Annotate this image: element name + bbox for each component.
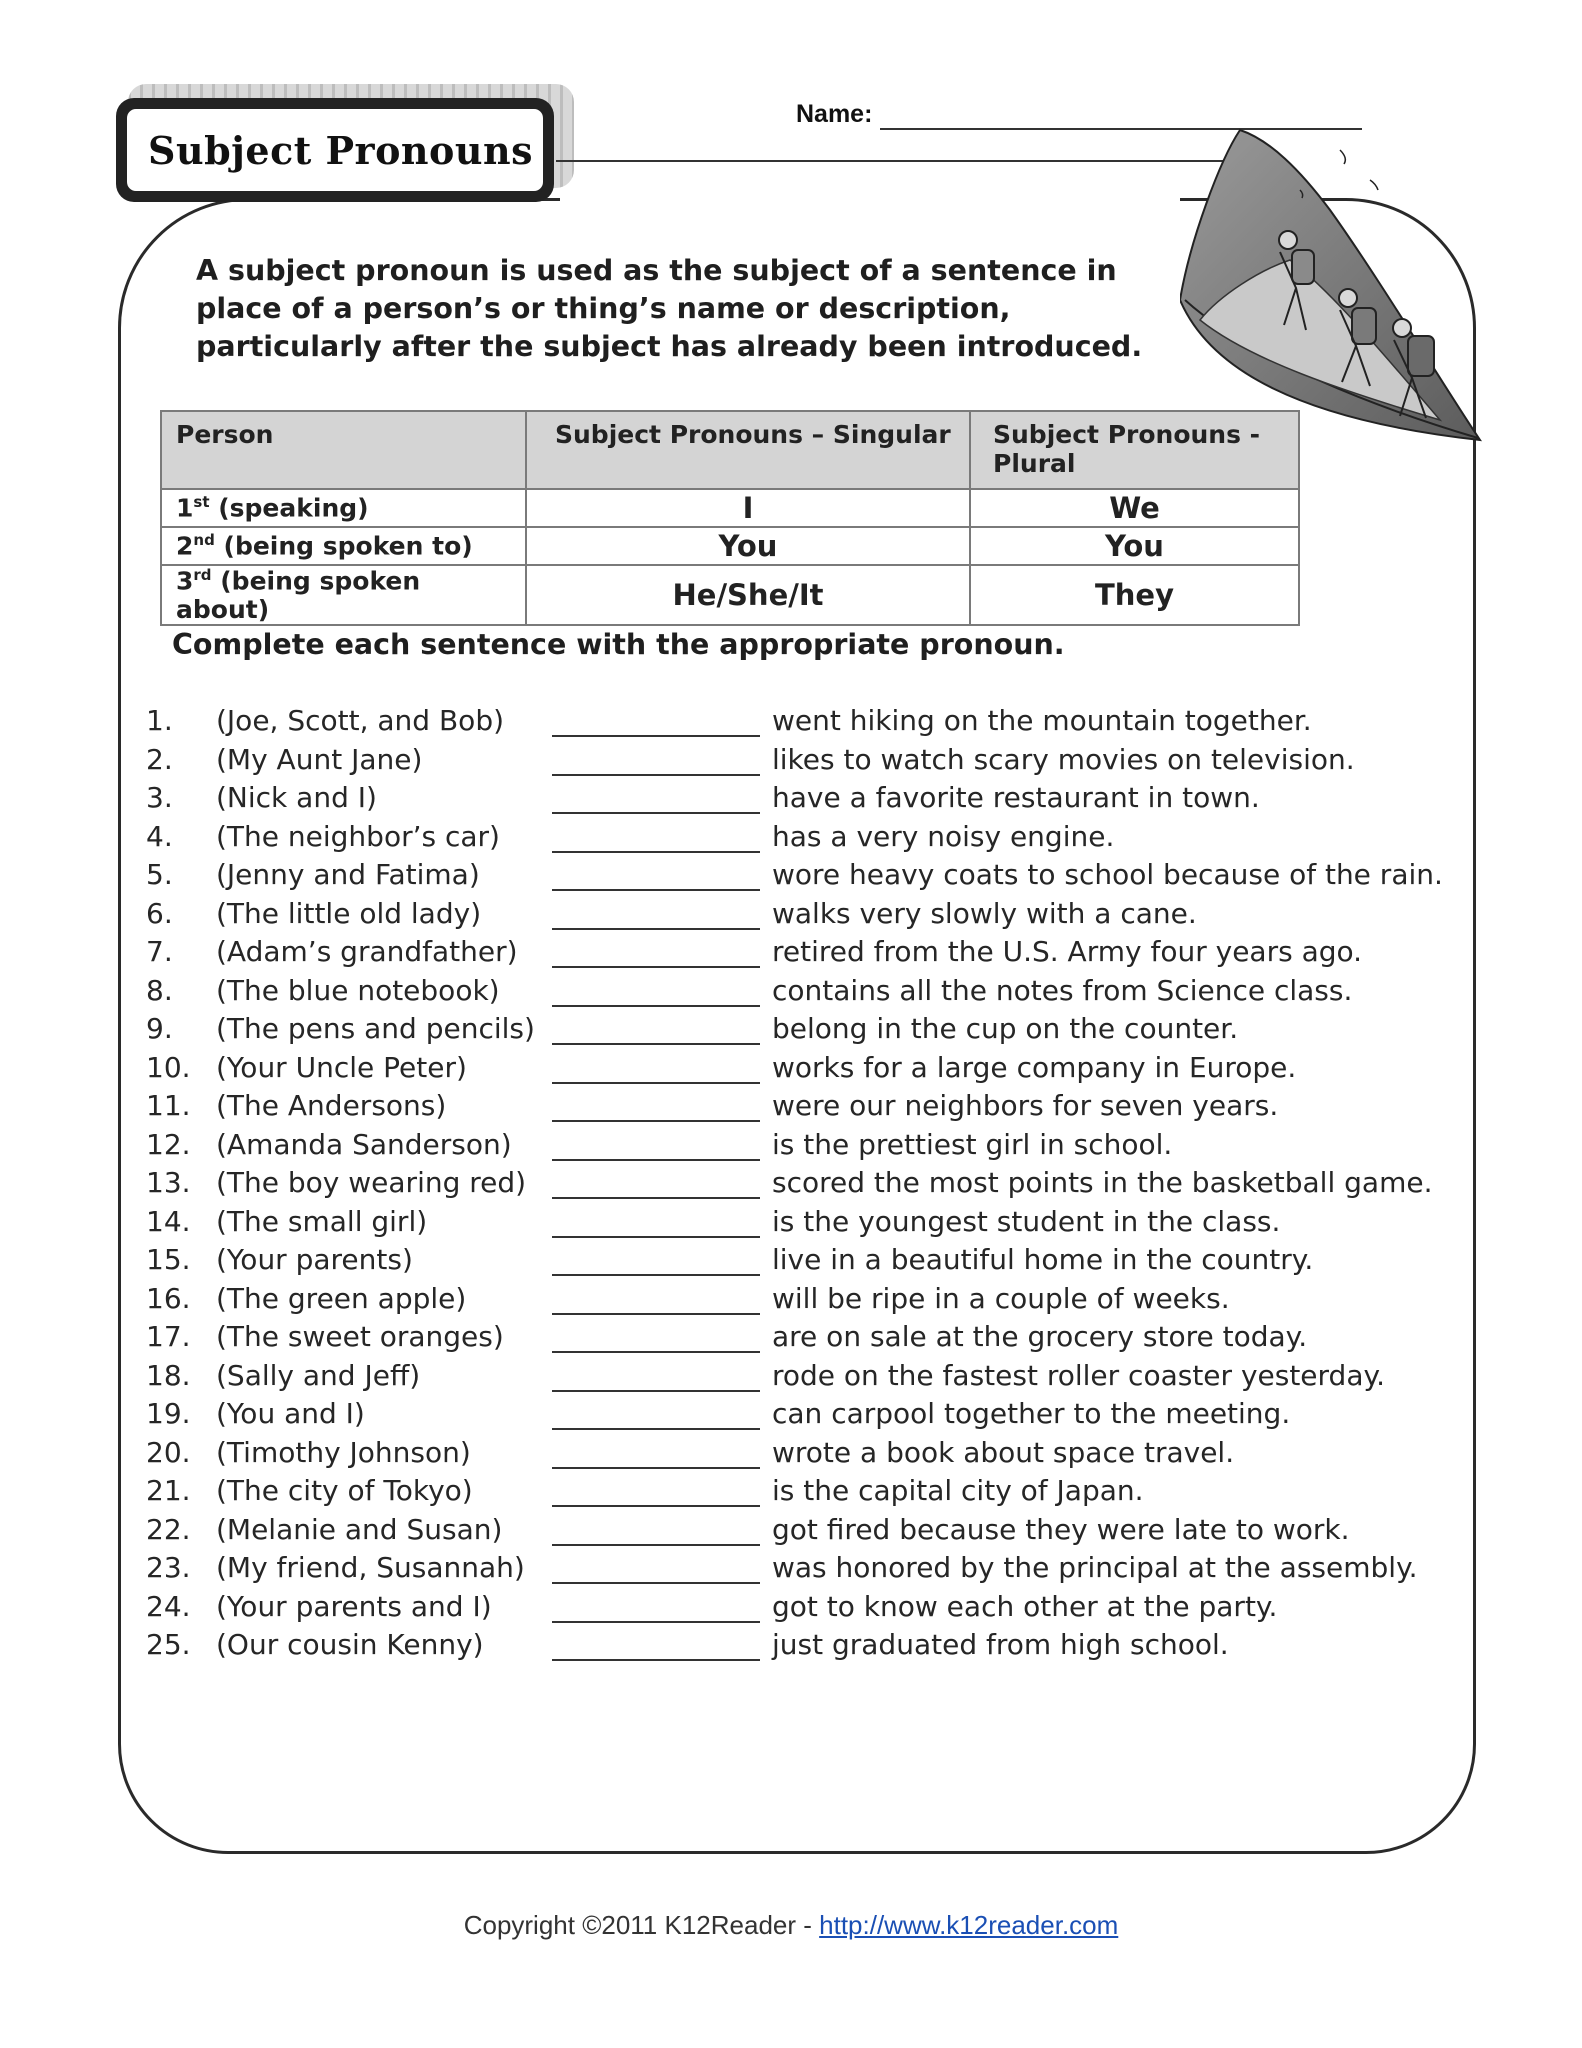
sentence-item <box>146 704 1466 743</box>
sentence-number: 14. <box>146 1204 191 1238</box>
sentence-predicate: went hiking on the mountain together. <box>772 704 1312 737</box>
sentence-predicate: wore heavy coats to school because of the rain. <box>772 858 1443 891</box>
sentence-subject: (Joe, Scott, and Bob) <box>216 704 505 737</box>
person-cell <box>161 565 526 625</box>
sentence-number: 1. <box>146 704 173 737</box>
answer-blank[interactable] <box>552 928 760 930</box>
name-label: Name: <box>796 100 873 128</box>
sentence-number: 4. <box>146 819 173 853</box>
instructions: Complete each sentence with the appropriate pronoun. <box>172 628 1065 661</box>
sentence-subject: (The sweet oranges) <box>216 1320 504 1353</box>
answer-blank[interactable] <box>552 1005 760 1007</box>
sentence-item <box>146 1551 1466 1590</box>
answer-blank[interactable] <box>552 889 760 891</box>
sentence-number: 24. <box>146 1589 191 1623</box>
sentence-number: 7. <box>146 935 173 968</box>
ordinal-suffix: st <box>193 493 210 512</box>
hikers-illustration <box>1180 120 1495 450</box>
singular-pronoun: He/She/It <box>526 565 970 625</box>
answer-blank[interactable] <box>552 1197 760 1199</box>
person-description: (being spoken about) <box>176 566 421 625</box>
sentence-subject: (My Aunt Jane) <box>216 742 423 776</box>
sentence-subject: (You and I) <box>216 1397 365 1430</box>
copyright-link[interactable]: http://www.k12reader.com <box>819 1910 1119 1940</box>
sentence-subject: (Your parents and I) <box>216 1589 492 1623</box>
sentence-subject: (The Andersons) <box>216 1089 447 1122</box>
plural-pronoun: We <box>970 489 1299 527</box>
sentence-predicate: just graduated from high school. <box>772 1628 1229 1661</box>
sentence-item <box>146 1051 1466 1090</box>
ordinal-suffix: rd <box>193 566 212 584</box>
sentence-predicate: were our neighbors for seven years. <box>772 1089 1279 1122</box>
sentence-predicate: wrote a book about space travel. <box>772 1435 1235 1469</box>
sentence-predicate: is the capital city of Japan. <box>772 1474 1144 1507</box>
answer-blank[interactable] <box>552 774 760 776</box>
sentence-subject: (The small girl) <box>216 1204 428 1238</box>
answer-blank[interactable] <box>552 1120 760 1122</box>
sentence-predicate: likes to watch scary movies on television. <box>772 742 1355 776</box>
page-title: Subject Pronouns <box>148 128 534 173</box>
sentence-subject: (Your parents) <box>216 1243 413 1276</box>
sentence-predicate: rode on the fastest roller coaster yesterday. <box>772 1358 1385 1392</box>
sentence-subject: (The pens and pencils) <box>216 1012 535 1045</box>
sentence-predicate: was honored by the principal at the assembly. <box>772 1551 1418 1584</box>
answer-blank[interactable] <box>552 812 760 814</box>
answer-blank[interactable] <box>552 966 760 968</box>
frame-gap <box>560 150 1180 210</box>
sentence-subject: (The neighbor’s car) <box>216 819 500 853</box>
sentence-number: 23. <box>146 1551 191 1584</box>
answer-blank[interactable] <box>552 1467 760 1469</box>
sentence-item <box>146 1628 1466 1667</box>
sentence-predicate: works for a large company in Europe. <box>772 1050 1297 1084</box>
answer-blank[interactable] <box>552 1428 760 1430</box>
sentence-subject: (Timothy Johnson) <box>216 1435 471 1469</box>
table-row <box>161 527 1299 565</box>
sentence-item <box>146 897 1466 936</box>
sentence-subject: (My friend, Susannah) <box>216 1551 525 1584</box>
sentence-subject: (The little old lady) <box>216 896 482 930</box>
sentence-item <box>146 1282 1466 1321</box>
answer-blank[interactable] <box>552 1082 760 1084</box>
answer-blank[interactable] <box>552 1505 760 1507</box>
sentence-predicate: have a favorite restaurant in town. <box>772 781 1260 814</box>
sentence-item <box>146 858 1466 897</box>
title-rule <box>556 160 1236 162</box>
copyright-text: Copyright ©2011 K12Reader - <box>463 1910 820 1940</box>
sentence-subject: (The boy wearing red) <box>216 1166 527 1199</box>
sentence-item <box>146 1474 1466 1513</box>
sentence-predicate: retired from the U.S. Army four years ago. <box>772 935 1363 968</box>
sentence-subject: (Adam’s grandfather) <box>216 935 518 968</box>
sentence-number: 17. <box>146 1320 191 1353</box>
person-description: (speaking) <box>209 493 369 523</box>
sentence-subject: (The city of Tokyo) <box>216 1474 473 1507</box>
ordinal-suffix: nd <box>193 531 215 550</box>
intro-paragraph: A subject pronoun is used as the subject of a sentence in place of a person’s or thing’s name or description, particularly after the subject has already been introduced. <box>196 254 1143 363</box>
person-description: (being spoken to) <box>214 531 473 561</box>
sentence-predicate: will be ripe in a couple of weeks. <box>772 1281 1230 1315</box>
sentence-number: 20. <box>146 1435 191 1469</box>
sentence-number: 3. <box>146 781 173 814</box>
sentence-item <box>146 1128 1466 1167</box>
singular-pronoun: You <box>526 527 970 565</box>
sentence-number: 15. <box>146 1243 191 1276</box>
sentence-item <box>146 1359 1466 1398</box>
sentence-subject: (Nick and I) <box>216 781 377 814</box>
sentence-number: 9. <box>146 1012 173 1045</box>
plural-pronoun: You <box>970 527 1299 565</box>
sentence-item <box>146 781 1466 820</box>
sentence-predicate: scored the most points in the basketball game. <box>772 1166 1433 1199</box>
ordinal: 2 <box>176 531 194 561</box>
sentence-number: 12. <box>146 1127 191 1161</box>
answer-blank[interactable] <box>552 1159 760 1161</box>
table-header-row <box>161 411 1299 489</box>
sentence-item <box>146 1513 1466 1552</box>
table-row <box>161 489 1299 527</box>
person-cell <box>161 527 526 565</box>
sentence-predicate: has a very noisy engine. <box>772 819 1115 853</box>
singular-pronoun: I <box>526 489 970 527</box>
sentence-item <box>146 820 1466 859</box>
sentence-subject: (The green apple) <box>216 1281 467 1315</box>
sentence-subject: (Your Uncle Peter) <box>216 1050 467 1084</box>
header-singular: Subject Pronouns – Singular <box>526 411 970 489</box>
answer-blank[interactable] <box>552 1544 760 1546</box>
sentence-item <box>146 1243 1466 1282</box>
pronoun-table <box>160 410 1300 626</box>
answer-blank[interactable] <box>552 1659 760 1661</box>
sentence-number: 18. <box>146 1358 191 1392</box>
sentence-list <box>146 704 1466 1667</box>
sentence-number: 10. <box>146 1050 191 1084</box>
sentence-number: 25. <box>146 1628 191 1661</box>
sentence-item <box>146 974 1466 1013</box>
answer-blank[interactable] <box>552 1274 760 1276</box>
sentence-number: 16. <box>146 1281 191 1315</box>
answer-blank[interactable] <box>552 1582 760 1584</box>
sentence-item <box>146 1166 1466 1205</box>
answer-blank[interactable] <box>552 1313 760 1315</box>
sentence-number: 8. <box>146 973 173 1007</box>
sentence-predicate: is the prettiest girl in school. <box>772 1127 1173 1161</box>
plural-pronoun: They <box>970 565 1299 625</box>
copyright <box>0 1910 1582 1941</box>
sentence-predicate: are on sale at the grocery store today. <box>772 1320 1308 1353</box>
answer-blank[interactable] <box>552 735 760 737</box>
sentence-number: 21. <box>146 1474 191 1507</box>
sentence-item <box>146 1320 1466 1359</box>
sentence-subject: (The blue notebook) <box>216 973 500 1007</box>
sentence-item <box>146 1397 1466 1436</box>
sentence-predicate: can carpool together to the meeting. <box>772 1397 1291 1430</box>
ordinal: 1 <box>176 493 194 523</box>
sentence-number: 19. <box>146 1397 191 1430</box>
sentence-number: 6. <box>146 896 173 930</box>
header-person: Person <box>161 411 526 489</box>
sentence-number: 11. <box>146 1089 191 1122</box>
table-row <box>161 565 1299 625</box>
sentence-subject: (Sally and Jeff) <box>216 1358 421 1392</box>
person-cell <box>161 489 526 527</box>
sentence-predicate: belong in the cup on the counter. <box>772 1012 1239 1045</box>
sentence-number: 5. <box>146 858 173 891</box>
sentence-predicate: live in a beautiful home in the country. <box>772 1243 1314 1276</box>
sentence-item <box>146 1436 1466 1475</box>
answer-blank[interactable] <box>552 1621 760 1623</box>
sentence-subject: (Jenny and Fatima) <box>216 858 480 891</box>
sentence-item <box>146 743 1466 782</box>
sentence-item <box>146 1590 1466 1629</box>
sentence-item <box>146 1205 1466 1244</box>
sentence-predicate: got fired because they were late to work. <box>772 1512 1350 1546</box>
sentence-number: 2. <box>146 742 173 776</box>
answer-blank[interactable] <box>552 1351 760 1353</box>
ordinal: 3 <box>176 566 194 596</box>
sentence-item <box>146 935 1466 974</box>
answer-blank[interactable] <box>552 1236 760 1238</box>
sentence-predicate: contains all the notes from Science class. <box>772 973 1353 1007</box>
sentence-number: 22. <box>146 1512 191 1546</box>
sentence-predicate: is the youngest student in the class. <box>772 1204 1281 1238</box>
sentence-subject: (Melanie and Susan) <box>216 1512 503 1546</box>
sentence-subject: (Our cousin Kenny) <box>216 1628 484 1661</box>
sentence-predicate: walks very slowly with a cane. <box>772 896 1197 930</box>
answer-blank[interactable] <box>552 851 760 853</box>
sentence-number: 13. <box>146 1166 191 1199</box>
sentence-item <box>146 1012 1466 1051</box>
sentence-item <box>146 1089 1466 1128</box>
header-plural: Subject Pronouns - Plural <box>970 411 1299 489</box>
sentence-predicate: got to know each other at the party. <box>772 1589 1278 1623</box>
answer-blank[interactable] <box>552 1043 760 1045</box>
sentence-subject: (Amanda Sanderson) <box>216 1127 512 1161</box>
answer-blank[interactable] <box>552 1390 760 1392</box>
